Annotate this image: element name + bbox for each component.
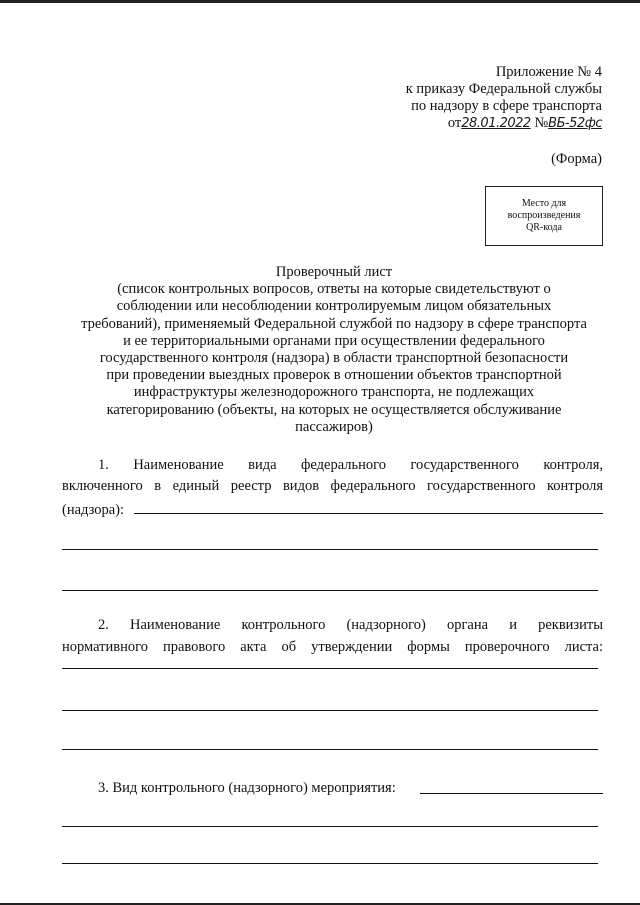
title-line-5: и ее территориальными органами при осуществлении федерального bbox=[123, 332, 545, 349]
title-line-6: государственного контроля (надзора) в области транспортной безопасности bbox=[99, 350, 569, 367]
appendix-order-ref: к приказу Федеральной службы bbox=[405, 81, 602, 97]
from-prefix: от bbox=[447, 115, 462, 131]
item2-answer-line-3[interactable] bbox=[62, 749, 598, 750]
item1-answer-line-3[interactable] bbox=[62, 590, 598, 591]
handwritten-number: ВБ-52фс bbox=[548, 116, 602, 131]
page-top-border bbox=[0, 0, 640, 3]
title-line-10: пассажиров) bbox=[295, 418, 373, 435]
item3-line1: 3. Вид контрольного (надзорного) мероприятия: bbox=[98, 780, 396, 796]
qr-code-placeholder bbox=[485, 186, 603, 246]
item2-answer-line-2[interactable] bbox=[62, 710, 598, 711]
item1-line1: 1. Наименование вида федерального государственного контроля, bbox=[98, 457, 603, 473]
qr-box-line1: Место для bbox=[521, 198, 567, 209]
form-label: (Форма) bbox=[551, 151, 602, 167]
title-line-2: (список контрольных вопросов, ответы на которые свидетельствуют о bbox=[117, 281, 551, 298]
item3-answer-line-1[interactable] bbox=[420, 793, 603, 794]
title-line-4: требований), применяемый Федеральной службой по надзору в сфере транспорта bbox=[81, 315, 587, 332]
appendix-date-number-line bbox=[340, 115, 602, 132]
qr-box-line2: воспроизведения bbox=[507, 210, 581, 221]
number-sign: № bbox=[534, 115, 549, 131]
item2-answer-line-1[interactable] bbox=[62, 668, 598, 669]
item1-line3: (надзора): bbox=[62, 502, 125, 518]
title-line-9: категорированию (объекты, на которых не осуществляется обслуживание bbox=[106, 401, 562, 418]
handwritten-date: 28.01.2022 bbox=[461, 116, 531, 131]
item3-answer-line-3[interactable] bbox=[62, 863, 598, 864]
item1-answer-line-2[interactable] bbox=[62, 549, 598, 550]
qr-box-line3: QR-кода bbox=[526, 222, 562, 233]
title-heading: Проверочный лист bbox=[275, 264, 393, 280]
item3-answer-line-2[interactable] bbox=[62, 826, 598, 827]
title-line-8: инфраструктуры железнодорожного транспорта, не подлежащих bbox=[133, 384, 535, 401]
item1-answer-line-1[interactable] bbox=[134, 513, 603, 514]
item2-line1-wrap bbox=[62, 615, 603, 635]
appendix-header bbox=[340, 64, 602, 132]
title-line-7: при проведении выездных проверок в отношении объектов транспортной bbox=[106, 367, 562, 384]
item1-line2: включенного в единый реестр видов федерального государственного контроля bbox=[62, 478, 603, 494]
appendix-number: Приложение № 4 bbox=[495, 64, 602, 80]
item1-line1-wrap bbox=[62, 455, 603, 475]
item2-line1: 2. Наименование контрольного (надзорного) органа и реквизиты bbox=[98, 617, 603, 633]
item2-line2: нормативного правового акта об утверждении формы проверочного листа: bbox=[62, 639, 603, 655]
title-line-3: соблюдении или несоблюдении контролируемым лицом обязательных bbox=[116, 298, 552, 315]
appendix-agency: по надзору в сфере транспорта bbox=[411, 98, 602, 114]
document-title bbox=[70, 264, 598, 436]
